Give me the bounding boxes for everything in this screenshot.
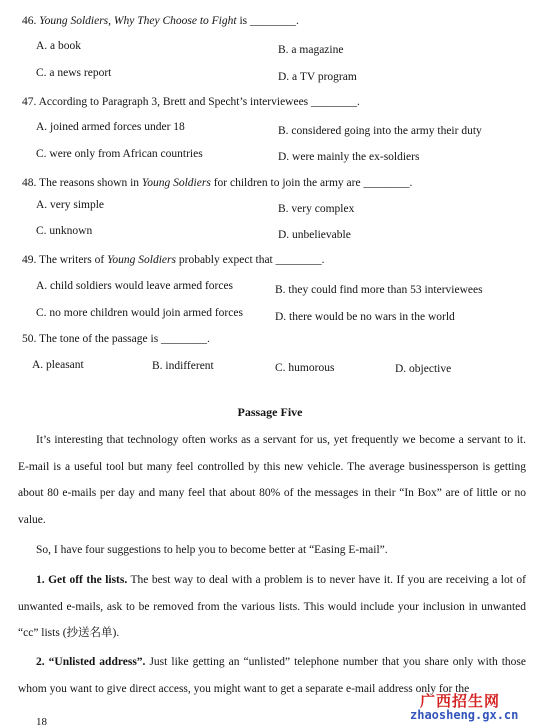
- q49-option-d: D. there would be no wars in the world: [275, 311, 455, 323]
- q49-option-c: C. no more children would join armed forces: [36, 307, 243, 319]
- passage-paragraph-4: 2. “Unlisted address”. Just like getting an “unlisted” telephone number that you share only with those whom you want to give direct access, you might want to get a separate e-mail address only for the: [18, 656, 527, 695]
- watermark-site-name: 广西招生网: [420, 692, 501, 710]
- passage-paragraph-2: So, I have four suggestions to help you to become better at “Easing E-mail”.: [36, 544, 388, 556]
- q48-option-d: D. unbelievable: [278, 229, 351, 241]
- q50-option-c: C. humorous: [275, 362, 335, 374]
- q48-option-c: C. unknown: [36, 225, 93, 237]
- page-number: 18: [36, 716, 47, 728]
- q47-option-a: A. joined armed forces under 18: [36, 121, 185, 133]
- q46-option-a: A. a book: [36, 40, 82, 52]
- q47-option-d: D. were mainly the ex-soldiers: [278, 151, 420, 163]
- passage-paragraph-1: It’s interesting that technology often works as a servant for us, yet frequently we become a servant to it. E-mail is a useful tool but many feel controlled by this new vehicle. The average businessperson is getting about 80 e-mails per day and many feel that about 80% of the messages in their “In Box” are of little or no value.: [18, 434, 526, 526]
- q46-option-d: D. a TV program: [278, 71, 357, 83]
- q47-option-b: B. considered going into the army their duty: [278, 125, 482, 137]
- q47-option-c: C. were only from African countries: [36, 148, 203, 160]
- q46-option-b: B. a magazine: [278, 44, 344, 56]
- watermark-url: zhaosheng.gx.cn: [410, 708, 519, 722]
- question-49-stem: 49. The writers of Young Soldiers probably expect that ________.: [22, 254, 325, 266]
- q46-option-c: C. a news report: [36, 67, 112, 79]
- q49-option-b: B. they could find more than 53 interviewees: [275, 284, 483, 296]
- q48-option-b: B. very complex: [278, 203, 355, 215]
- passage-title: Passage Five: [237, 405, 303, 419]
- question-46-stem: 46. Young Soldiers, Why They Choose to Fight is ________.: [22, 15, 299, 27]
- q50-option-d: D. objective: [395, 363, 452, 375]
- question-50-stem: 50. The tone of the passage is ________.: [22, 333, 210, 345]
- question-47-stem: 47. According to Paragraph 3, Brett and Specht’s interviewees ________.: [22, 96, 360, 108]
- q48-option-a: A. very simple: [36, 199, 105, 211]
- q49-option-a: A. child soldiers would leave armed forces: [36, 280, 234, 292]
- q50-option-a: A. pleasant: [32, 359, 84, 371]
- paragraph-4-heading: 2. “Unlisted address”.: [36, 656, 146, 668]
- question-48-stem: 48. The reasons shown in Young Soldiers for children to join the army are ________.: [22, 177, 413, 189]
- passage-paragraph-3: 1. Get off the lists. The best way to deal with a problem is to never have it. If you are receiving a lot of unwanted e-mails, ask to be removed from the various lists. This would include your inclusion in unwanted “cc” lists (抄送名单).: [18, 574, 526, 639]
- paragraph-3-heading: 1. Get off the lists.: [36, 574, 128, 586]
- q50-option-b: B. indifferent: [152, 360, 214, 372]
